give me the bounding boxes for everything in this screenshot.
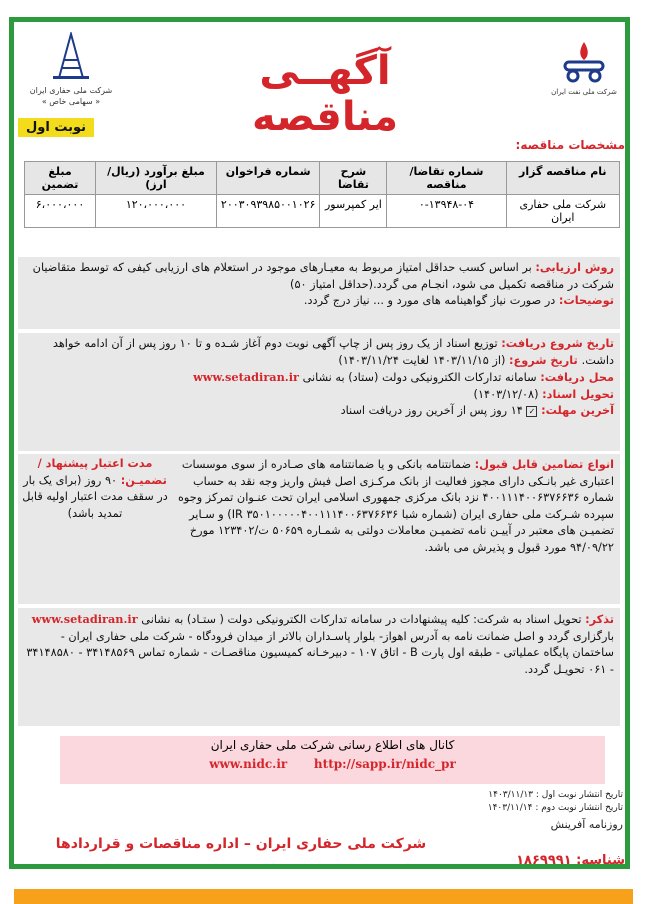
start-date-label: تاریخ شروع: bbox=[509, 353, 582, 367]
table-cell: ۰-۱۳۹۴۸-۰۴ bbox=[387, 195, 506, 228]
nidc-caption-sub: « سهامی خاص » bbox=[41, 97, 101, 106]
table-cell: ۲۰۰۳۰۹۳۹۸۵۰۰۱۰۲۶ bbox=[216, 195, 320, 228]
evaluation-text: بر اساس کسب حداقل امتیاز مربوط به معیـارهای موجود در استعلام های ارزیابی کیفی که توسط متقاضیان شرکت در مناقصه تکمیل می شود، انجـام می گردد.(حداقل امتیاز ۵۰) bbox=[32, 261, 614, 291]
table-header-row bbox=[25, 162, 620, 195]
evaluation-section bbox=[18, 257, 620, 329]
deadline-label: آخرین مهلت: bbox=[541, 404, 614, 417]
table-cell: ۱۲۰،۰۰۰،۰۰۰ bbox=[96, 195, 217, 228]
delivery-text: (۱۴۰۳/۱۲/۰۸) bbox=[473, 387, 543, 401]
start-date-text: (از ۱۴۰۳/۱۱/۱۵ لغایت ۱۴۰۳/۱۱/۲۴) bbox=[338, 353, 510, 367]
tender-table bbox=[24, 161, 620, 228]
setad-link[interactable]: www.setadiran.ir bbox=[193, 370, 299, 384]
nidc-caption: شرکت ملی حفاری ایران bbox=[29, 86, 113, 95]
bottom-bar bbox=[14, 889, 633, 904]
nidc-site-link[interactable]: www.nidc.ir bbox=[209, 757, 288, 771]
notes-text: در صورت نیاز گواهینامه های مورد و ... نیاز درج گردد. bbox=[303, 294, 559, 307]
nioc-logo bbox=[549, 38, 619, 96]
reminder-text-2: بارگزاری گردد و اصل ضمانت نامه به آدرس اهواز- بلوار پاسـداران بالاتر از میدان فرودگاه - شرکت ملی حفاری ایران - ساختمان پایگاه عملیاتی - طبقه اول پارت B - اتاق ۱۰۷ - دبیرخـانه کمیسیون مناقصـات - شماره تماس ۳۴۱۴۸۵۶۹ - ۳۴۱۴۸۵۸۰ - ۰۶۱ تحویـل گردد. bbox=[26, 629, 614, 676]
drilling-rig-icon bbox=[51, 32, 91, 80]
table-cell: شرکت ملی حفاری ایران bbox=[506, 195, 619, 228]
notes-label: توضیحات: bbox=[558, 294, 614, 307]
reminder-section bbox=[18, 608, 620, 726]
nioc-caption: شرکت ملی نفت ایران bbox=[551, 88, 617, 96]
table-cell: ایر کمپرسور bbox=[320, 195, 387, 228]
sapp-link[interactable]: http://sapp.ir/nidc_pr bbox=[313, 757, 456, 771]
company-signature: شرکت ملی حفاری ایران – اداره مناقصات و قراردادها bbox=[55, 836, 427, 852]
table-header: مبلغ تضمین bbox=[25, 162, 96, 195]
guarantee-text: ضمانتنامه بانکی و یا ضمانتنامه های صـادره از سوی موسسات اعتباری غیر بانـکی دارای مجوز فعالیت از بانک مرکـزی اصل فیش واریز وجه نقد به حساب شماره ۴۰۰۱۱۱۴۰۰۶۳۷۶۶۳۶ نزد بانک مرکزی جمهوری اسلامی ایران تحت عنـوان تمرکز وجوه سپرده شـرکت ملی حفاری ایران (شماره شبا IR ۳۵۰۱۰۰۰۰۰۴۰۰۱۱۱۴۰۰۶۳۷۶۶۳۶) و سـایر تضمیـن های معتبر در آییـن نامه تضمیـن معاملات دولتی به شمـاره ۵۰۶۵۹ ت/۱۲۳۴۰۲ مورخ ۹۴/۰۹/۲۲ مورد قبول و پذیرش می باشد. bbox=[178, 458, 614, 554]
checkbox-icon: ✓ bbox=[526, 406, 537, 417]
second-pub-date: تاریخ انتشار نوبت دوم : ۱۴۰۳/۱۱/۱۴ bbox=[487, 803, 623, 813]
publication-badge: نوبت اول bbox=[18, 118, 94, 137]
validity-label: مدت اعتبار پیشنهاد / تضمیـن: bbox=[37, 457, 167, 487]
table-header: شرح تقاضا bbox=[320, 162, 387, 195]
table-header: شماره فراخوان bbox=[216, 162, 320, 195]
place-label: محل دریافت: bbox=[540, 371, 614, 384]
newspaper-name: روزنامه آفرینش bbox=[550, 818, 623, 831]
serial-number: شناسه: ۱۸۶۹۹۹۱ bbox=[516, 853, 625, 868]
nidc-logo bbox=[26, 32, 116, 106]
guarantee-label: انواع تضامین قابل قبول: bbox=[474, 458, 614, 471]
table-header: مبلغ برآورد (ریال/ارز) bbox=[96, 162, 217, 195]
table-header: شماره تقاضا/ مناقصه bbox=[387, 162, 506, 195]
channels-box bbox=[60, 736, 605, 784]
reminder-text-1: تحویل اسناد به شرکت: کلیه پیشنهادات در سامانه تدارکات الکترونیکی دولت ( ستـاد) به نشانی bbox=[137, 613, 586, 626]
start-label: تاریخ شروع دریافت: bbox=[501, 337, 614, 350]
channels-heading: کانال های اطلاع رسانی شرکت ملی حفاری ایران bbox=[210, 738, 455, 752]
table-header: نام مناقصه گزار bbox=[506, 162, 619, 195]
deadline-text: ۱۴ روز پس از آخرین روز دریافت اسناد bbox=[340, 404, 527, 417]
start-text: توزیع اسناد از یک روز پس از چاپ آگهی نوبت دوم آغاز شـده و تا ۱۰ روز پس از آن ادامه خواهد داشت. bbox=[52, 337, 614, 367]
delivery-label: تحویل اسناد: bbox=[542, 387, 614, 401]
page-title: آگهــی مناقصه bbox=[252, 48, 398, 140]
table-row bbox=[25, 195, 620, 228]
place-text: سامانه تدارکات الکترونیکی دولت (ستاد) به نشانی bbox=[299, 371, 541, 384]
setad-link-2[interactable]: www.setadiran.ir bbox=[31, 612, 138, 626]
first-pub-date: تاریخ انتشار نوبت اول : ۱۴۰۳/۱۱/۱۳ bbox=[488, 790, 623, 800]
schedule-section bbox=[18, 333, 620, 451]
validity-box bbox=[22, 456, 168, 588]
nioc-emblem-icon bbox=[559, 38, 609, 84]
validity-text: ۹۰ روز (برای یک بار در سقف مدت اعتبار اولیه قابل تمدید باشد) bbox=[22, 473, 168, 520]
table-cell: ۶،۰۰۰،۰۰۰ bbox=[25, 195, 96, 228]
evaluation-label: روش ارزیابی: bbox=[535, 261, 614, 274]
specs-title: مشخصات مناقصه: bbox=[515, 138, 625, 152]
reminder-label: تذکر: bbox=[585, 613, 614, 626]
